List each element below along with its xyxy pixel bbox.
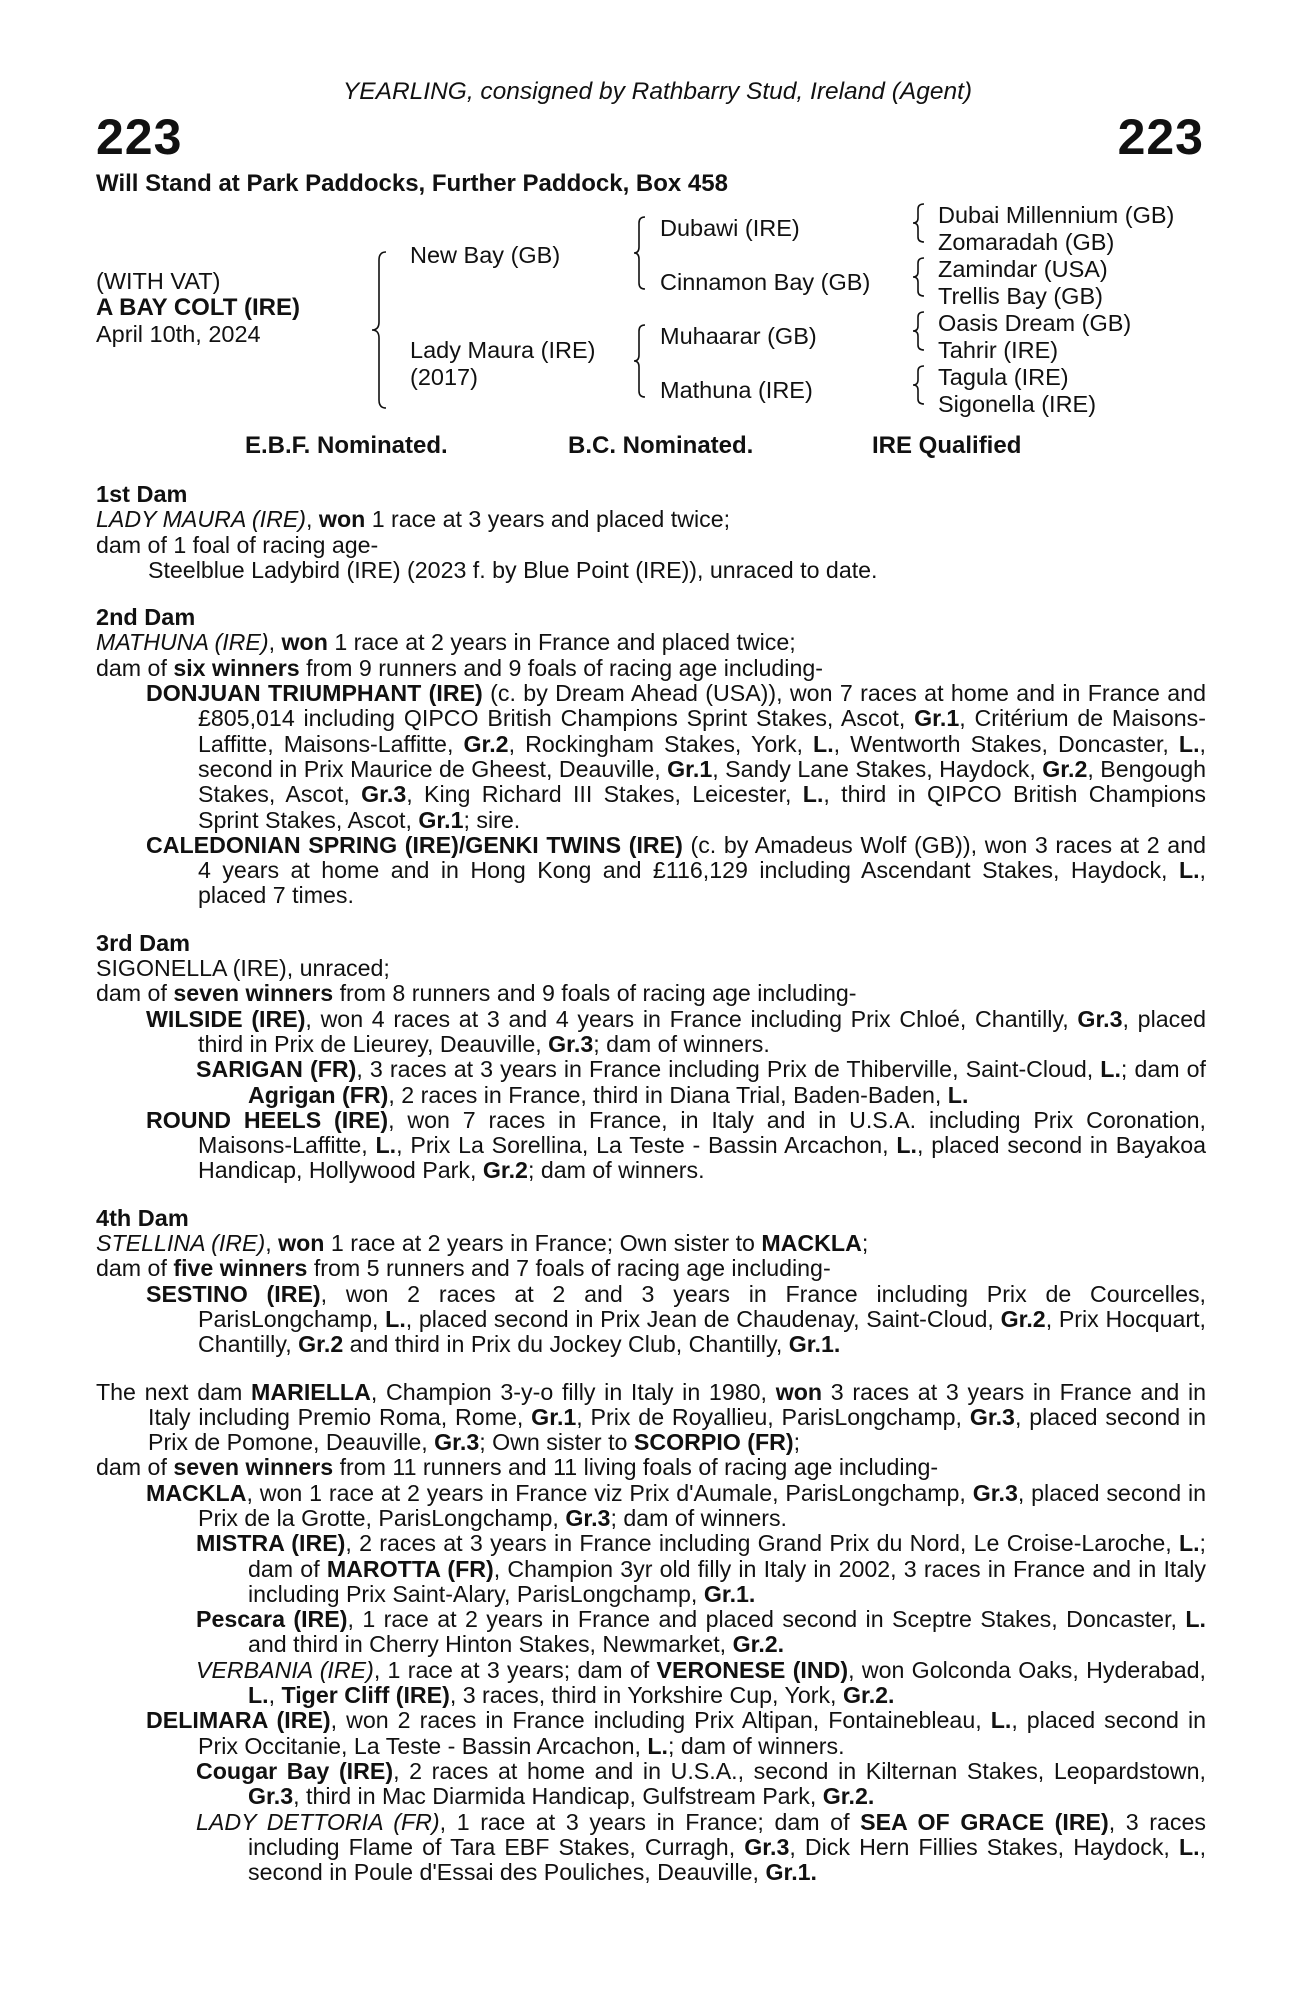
section-title: 1st Dam: [96, 481, 188, 507]
pedigree-g3: Sigonella (IRE): [938, 391, 1097, 417]
produce-entry: Cougar Bay (IRE), 2 races at home and in U.S.A., second in Kilternan Stakes, Leopardstown, Gr.3, third in Mac Diarmida Handicap, Gulfstream Park, Gr.2.: [196, 1757, 1206, 1810]
pedigree-bracket-main: [370, 250, 390, 410]
section-title: 4th Dam: [96, 1204, 189, 1231]
dam-produce-line: dam of five winners from 5 runners and 7 foals of racing age including-: [96, 1255, 831, 1282]
produce-entry: WILSIDE (IRE), won 4 races at 3 and 4 years in France including Prix Chloé, Chantilly, Gr.3, placed third in Prix de Lieurey, Deauville, Gr.3; dam of winners.: [146, 1005, 1207, 1057]
produce-entry: SESTINO (IRE), won 2 races at 2 and 3 years in France including Prix de Courcelles, ParisLongchamp, L., placed second in Prix Jean de Chaudenay, Saint-Cloud, Gr.2, Prix Hocquart, Chantilly, Gr.2 and third in Prix du Jockey Club, Chantilly, Gr.1.: [146, 1280, 1206, 1358]
pedigree-g3: Zomaradah (GB): [938, 229, 1115, 255]
produce-entry: MACKLA, won 1 race at 2 years in France viz Prix d'Aumale, ParisLongchamp, Gr.3, placed second in Prix de la Grotte, ParisLongchamp, Gr.3; dam of winners.: [146, 1479, 1206, 1531]
second-dam-section: [96, 605, 1206, 909]
pedigree-g3: Tagula (IRE): [938, 364, 1069, 390]
dam-produce-line: dam of seven winners from 8 runners and 9 foals of racing age including-: [96, 980, 857, 1007]
pedigree-bracket-sire: [633, 215, 647, 295]
fourth-dam-section: [96, 1206, 1206, 1358]
section-title: 3rd Dam: [96, 929, 191, 956]
pedigree-g3: Tahrir (IRE): [938, 337, 1059, 363]
first-dam-section: [96, 482, 1206, 583]
produce-entry: Pescara (IRE), 1 race at 2 years in France and placed second in Sceptre Stakes, Doncaster, L. and third in Cherry Hinton Stakes, Newmarket, Gr.2.: [196, 1606, 1206, 1658]
lot-number-left: 223: [96, 109, 183, 165]
pedigree-bracket-g3-3: [912, 310, 926, 352]
produce-entry: LADY DETTORIA (FR), 1 race at 3 years in France; dam of SEA OF GRACE (IRE), 3 races including Flame of Tara EBF Stakes, Curragh, Gr.3, Dick Hern Fillies Stakes, Haydock, L., second in Poule d'Essai des Pouliches, Deauville, Gr.1.: [196, 1808, 1207, 1886]
dam-record: STELLINA (IRE), won 1 race at 2 years in France; Own sister to MACKLA;: [96, 1230, 869, 1257]
produce-entry: SARIGAN (FR), 3 races at 3 years in France including Prix de Thiberville, Saint-Cloud, L.; dam of Agrigan (FR), 2 races in France, third in Diana Trial, Baden-Baden, L.: [196, 1056, 1206, 1108]
pedigree-g3: Dubai Millennium (GB): [938, 202, 1175, 228]
section-title: 2nd Dam: [96, 604, 196, 631]
catalogue-body: [96, 482, 1206, 1885]
horse-name: A BAY COLT (IRE): [96, 294, 301, 321]
pedigree-bracket-g3-4: [912, 364, 926, 406]
pedigree-sire-sire: Dubawi (IRE): [660, 215, 800, 241]
pedigree-bracket-g3-1: [912, 202, 926, 244]
dam-record: SIGONELLA (IRE), unraced;: [96, 955, 390, 982]
pedigree-dam-year: (2017): [410, 364, 478, 390]
pedigree-g3: Trellis Bay (GB): [938, 283, 1103, 309]
dam-record: The next dam MARIELLA, Champion 3-y-o filly in Italy in 1980, won 3 races at 3 years in France and in Italy including Premio Roma, Rome, Gr.1, Prix de Royallieu, ParisLongchamp, Gr.3, placed second in Prix de Pomone, Deauville, Gr.3; Own sister to SCORPIO (FR);: [96, 1378, 1206, 1456]
produce-entry: VERBANIA (IRE), 1 race at 3 years; dam of VERONESE (IND), won Golconda Oaks, Hyderabad, L., Tiger Cliff (IRE), 3 races, third in Yorkshire Cup, York, Gr.2.: [196, 1656, 1206, 1709]
lot-number-right: 223: [1117, 109, 1204, 165]
pedigree-bracket-dam: [633, 323, 647, 403]
foal-entry: Steelblue Ladybird (IRE) (2023 f. by Blue Point (IRE)), unraced to date.: [148, 556, 878, 583]
pedigree-sire: New Bay (GB): [410, 242, 561, 268]
pedigree-dam: Lady Maura (IRE): [410, 337, 596, 363]
pedigree-dam-sire: Muhaarar (GB): [660, 323, 817, 349]
produce-entry: DONJUAN TRIUMPHANT (IRE) (c. by Dream Ahead (USA)), won 7 races at home and in France and £805,014 including QIPCO British Champions Sprint Stakes, Ascot, Gr.1, Critérium de Maisons-Laffitte, Maisons-Laffitte, Gr.2, Rockingham Stakes, York, L., Wentworth Stakes, Doncaster, L., second in Prix Maurice de Gheest, Deauville, Gr.1, Sandy Lane Stakes, Haydock, Gr.2, Bengough Stakes, Ascot, Gr.3, King Richard III Stakes, Leicester, L., third in QIPCO British Champions Sprint Stakes, Ascot, Gr.1; sire.: [146, 680, 1207, 833]
stand-location: Will Stand at Park Paddocks, Further Paddock, Box 458: [96, 170, 728, 197]
dam-record: MATHUNA (IRE), won 1 race at 2 years in France and placed twice;: [96, 629, 796, 656]
dam-produce-line: dam of seven winners from 11 runners and 11 living foals of racing age including-: [96, 1454, 939, 1481]
vat-label: (WITH VAT): [96, 268, 221, 294]
pedigree-g3: Oasis Dream (GB): [938, 310, 1132, 336]
third-dam-section: [96, 931, 1206, 1184]
pedigree-dam-dam: Mathuna (IRE): [660, 377, 813, 403]
dam-produce-line: dam of 1 foal of racing age-: [96, 531, 379, 558]
dam-record: LADY MAURA (IRE), won 1 race at 3 years and placed twice;: [96, 506, 731, 533]
pedigree-g3: Zamindar (USA): [938, 256, 1108, 282]
consignor-line: YEARLING, consigned by Rathbarry Stud, Ireland (Agent): [342, 78, 973, 105]
produce-entry: CALEDONIAN SPRING (IRE)/GENKI TWINS (IRE) (c. by Amadeus Wolf (GB)), won 3 races at 2 and 4 years at home and in Hong Kong and £116,129 including Ascendant Stakes, Haydock, L., placed 7 times.: [146, 831, 1206, 909]
produce-entry: ROUND HEELS (IRE), won 7 races in France, in Italy and in U.S.A. including Prix Coronation, Maisons-Laffitte, L., Prix La Sorellina, La Teste - Bassin Arcachon, L., placed second in Bayakoa Handicap, Hollywood Park, Gr.2; dam of winners.: [146, 1106, 1206, 1184]
pedigree-bracket-g3-2: [912, 256, 926, 298]
pedigree-sire-dam: Cinnamon Bay (GB): [660, 269, 871, 295]
ire-qualified: IRE Qualified: [872, 432, 1022, 459]
produce-entry: MISTRA (IRE), 2 races at 3 years in France including Grand Prix du Nord, Le Croise-Laroche, L.; dam of MAROTTA (FR), Champion 3yr old filly in Italy in 2002, 3 races in France and in Italy including Prix Saint-Alary, ParisLongchamp, Gr.1.: [196, 1530, 1206, 1607]
ebf-nominated: E.B.F. Nominated.: [245, 432, 448, 459]
dam-produce-line: dam of six winners from 9 runners and 9 foals of racing age including-: [96, 654, 823, 681]
bc-nominated: B.C. Nominated.: [568, 432, 754, 459]
next-dam-section: [96, 1380, 1206, 1886]
produce-entry: DELIMARA (IRE), won 2 races in France including Prix Altipan, Fontainebleau, L., placed second in Prix Occitanie, La Teste - Bassin Arcachon, L.; dam of winners.: [146, 1707, 1206, 1759]
horse-dob: April 10th, 2024: [96, 321, 261, 347]
